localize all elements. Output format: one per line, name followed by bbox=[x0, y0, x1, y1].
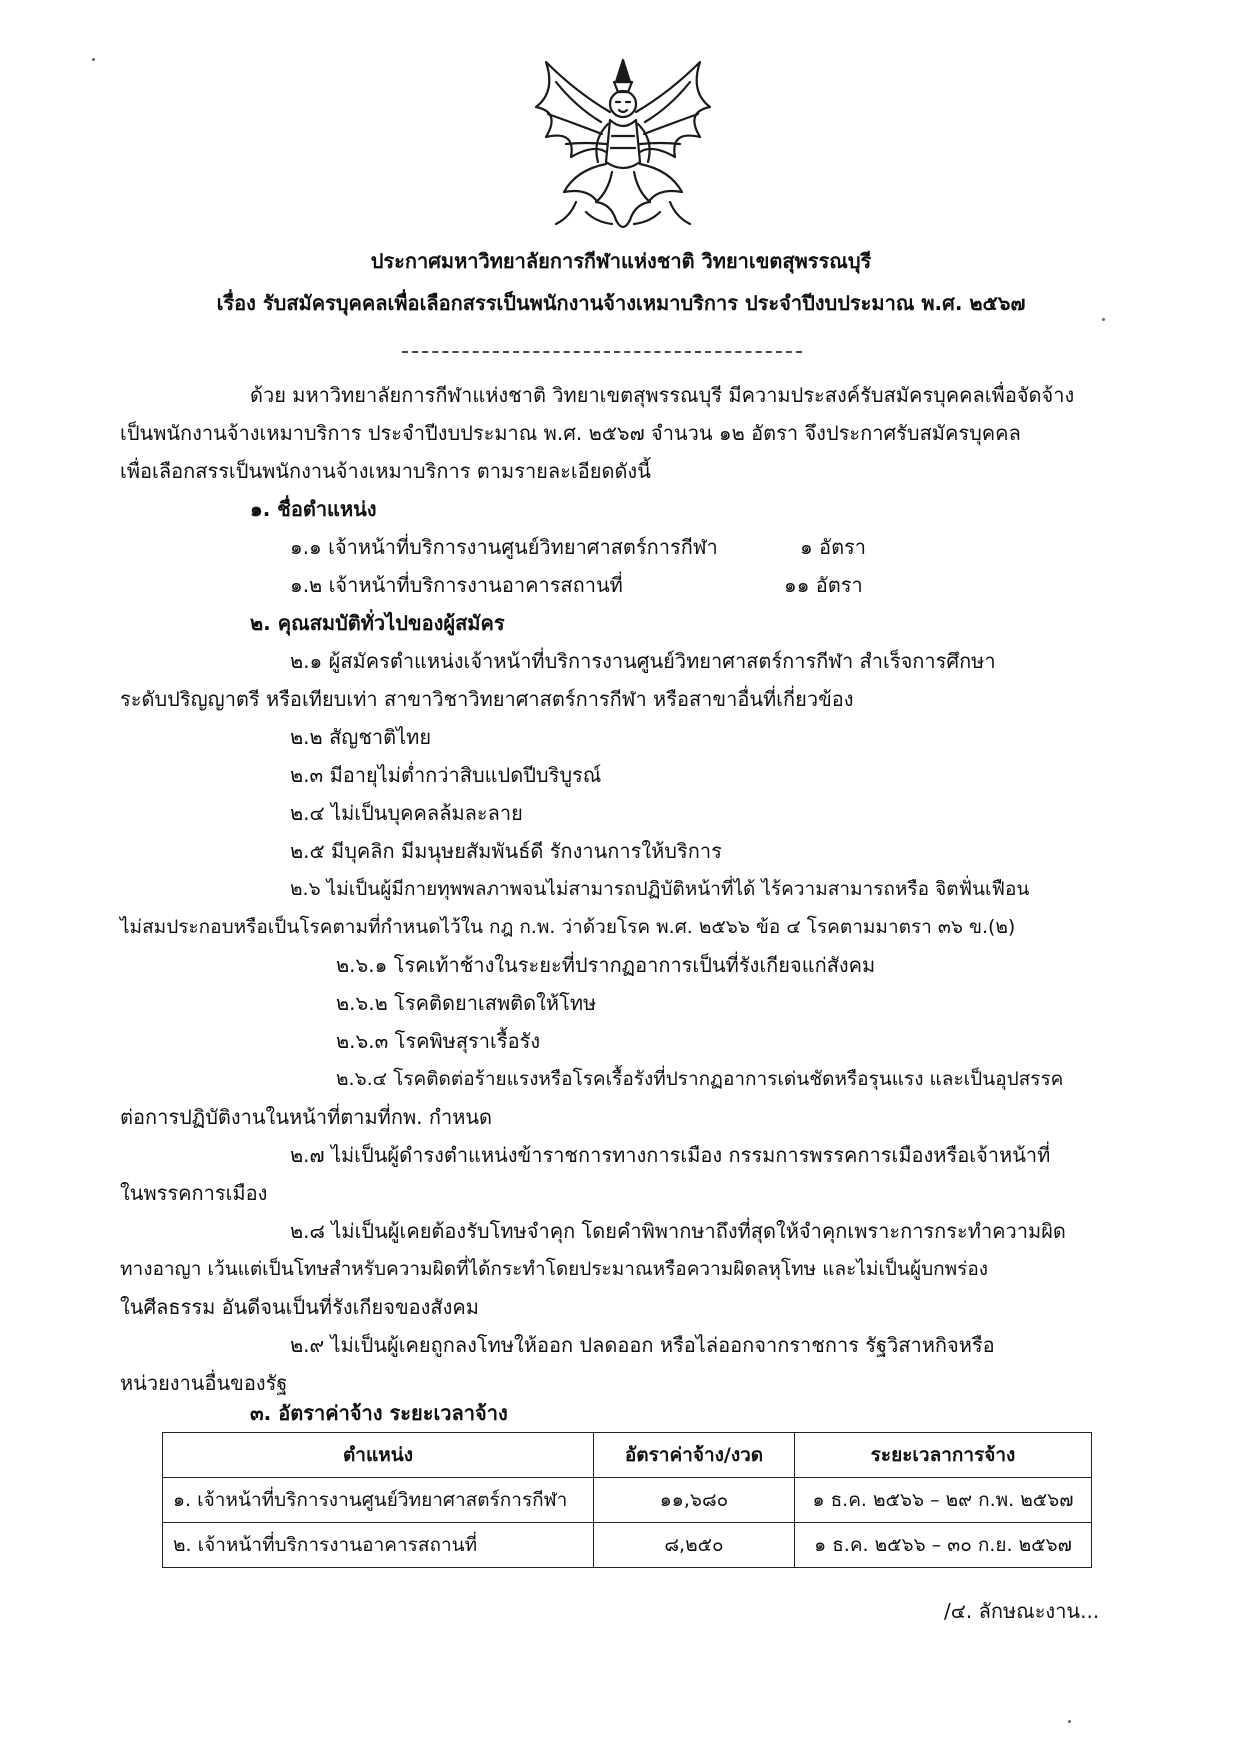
page-continuation: /๔. ลักษณะงาน... bbox=[944, 1599, 1100, 1623]
table-header-row bbox=[163, 1433, 1092, 1478]
scan-speck bbox=[1102, 318, 1105, 321]
column-header: อัตราค่าจ้าง/งวด bbox=[594, 1433, 795, 1478]
position-count: ๑๑ อัตรา bbox=[784, 573, 863, 597]
qualification-line: ในศีลธรรม อันดีจนเป็นที่รังเกียจของสังคม bbox=[120, 1295, 479, 1319]
qualification-subline: ๒.๖.๒ โรคติดยาเสพติดให้โทษ bbox=[336, 991, 597, 1015]
table-row bbox=[163, 1523, 1092, 1568]
table-cell: ๒. เจ้าหน้าที่บริการงานอาคารสถานที่ bbox=[163, 1523, 594, 1568]
position-count: ๑ อัตรา bbox=[800, 535, 867, 559]
intro-line: ด้วย มหาวิทยาลัยการกีฬาแห่งชาติ วิทยาเขตสุพรรณบุรี มีความประสงค์รับสมัครบุคคลเพื่อจัดจ้าง bbox=[250, 383, 1075, 407]
qualification-line: ๒.๕ มีบุคลิก มีมนุษยสัมพันธ์ดี รักงานการให้บริการ bbox=[290, 839, 722, 863]
qualification-line: ไม่สมประกอบหรือเป็นโรคตามที่กำหนดไว้ใน กฎ ก.พ. ว่าด้วยโรค พ.ศ. ๒๕๖๖ ข้อ ๔ โรคตามมาตรา ๓๖ ข.(๒) bbox=[120, 916, 1016, 938]
qualification-line: ๒.๖ ไม่เป็นผู้มีกายทุพพลภาพจนไม่สามารถปฏิบัติหน้าที่ได้ ไร้ความสามารถหรือ จิตฟั่นเฟือน bbox=[290, 878, 1030, 900]
garuda-emblem bbox=[516, 52, 730, 238]
position-name: ๑.๒ เจ้าหน้าที่บริการงานอาคารสถานที่ bbox=[290, 573, 623, 597]
section-heading: ๓. อัตราค่าจ้าง ระยะเวลาจ้าง bbox=[250, 1401, 508, 1425]
position-name: ๑.๑ เจ้าหน้าที่บริการงานศูนย์วิทยาศาสตร์การกีฬา bbox=[290, 535, 718, 559]
qualification-line: หน่วยงานอื่นของรัฐ bbox=[120, 1371, 288, 1395]
section-heading: ๑. ชื่อตำแหน่ง bbox=[250, 497, 377, 521]
column-header: ระยะเวลาการจ้าง bbox=[795, 1433, 1092, 1478]
qualification-line: ๒.๘ ไม่เป็นผู้เคยต้องรับโทษจำคุก โดยคำพิพากษาถึงที่สุดให้จำคุกเพราะการกระทำความผิด bbox=[290, 1219, 1066, 1243]
qualification-subline: ๒.๖.๔ โรคติดต่อร้ายแรงหรือโรคเรื้อรังที่ปรากฏอาการเด่นชัดหรือรุนแรง และเป็นอุปสรรค bbox=[336, 1068, 1064, 1090]
intro-line: เพื่อเลือกสรรเป็นพนักงานจ้างเหมาบริการ ตามรายละเอียดดังนี้ bbox=[120, 459, 651, 483]
column-header: ตำแหน่ง bbox=[163, 1433, 594, 1478]
qualification-line: ๒.๓ มีอายุไม่ต่ำกว่าสิบแปดปีบริบูรณ์ bbox=[290, 763, 602, 787]
wage-table bbox=[162, 1432, 1092, 1568]
announcement-title: ประกาศมหาวิทยาลัยการกีฬาแห่งชาติ วิทยาเขตสุพรรณบุรี bbox=[370, 249, 872, 273]
scan-speck bbox=[92, 58, 95, 61]
table-cell: ๘,๒๕๐ bbox=[594, 1523, 795, 1568]
qualification-line: ระดับปริญญาตรี หรือเทียบเท่า สาขาวิชาวิทยาศาสตร์การกีฬา หรือสาขาอื่นที่เกี่ยวข้อง bbox=[120, 687, 854, 711]
table-row bbox=[163, 1478, 1092, 1523]
qualification-subline: ๒.๖.๑ โรคเท้าช้างในระยะที่ปรากฏอาการเป็นที่รังเกียจแก่สังคม bbox=[336, 953, 876, 977]
qualification-subline: ๒.๖.๓ โรคพิษสุราเรื้อรัง bbox=[336, 1029, 541, 1053]
qualification-line: ๒.๔ ไม่เป็นบุคคลล้มละลาย bbox=[290, 801, 523, 825]
intro-line: เป็นพนักงานจ้างเหมาบริการ ประจำปีงบประมาณ พ.ศ. ๒๕๖๗ จำนวน ๑๒ อัตรา จึงประกาศรับสมัครบุคคล bbox=[120, 421, 1021, 445]
qualification-line: ๒.๗ ไม่เป็นผู้ดำรงตำแหน่งข้าราชการทางการเมือง กรรมการพรรคการเมืองหรือเจ้าหน้าที่ bbox=[290, 1143, 1051, 1167]
qualification-line: ในพรรคการเมือง bbox=[120, 1181, 268, 1205]
qualification-line: ทางอาญา เว้นแต่เป็นโทษสำหรับความผิดที่ได้กระทำโดยประมาณหรือความผิดลหุโทษ และไม่เป็นผู้บกพร่อง bbox=[120, 1258, 989, 1280]
section-heading: ๒. คุณสมบัติทั่วไปของผู้สมัคร bbox=[250, 611, 505, 635]
scan-speck bbox=[1068, 1720, 1071, 1723]
table-cell: ๑ ธ.ค. ๒๕๖๖ – ๒๙ ก.พ. ๒๕๖๗ bbox=[795, 1478, 1092, 1523]
title-divider bbox=[402, 351, 802, 353]
announcement-subject: เรื่อง รับสมัครบุคคลเพื่อเลือกสรรเป็นพนักงานจ้างเหมาบริการ ประจำปีงบประมาณ พ.ศ. ๒๕๖๗ bbox=[216, 291, 1026, 315]
qualification-line: ๒.๙ ไม่เป็นผู้เคยถูกลงโทษให้ออก ปลดออก หรือไล่ออกจากราชการ รัฐวิสาหกิจหรือ bbox=[290, 1333, 995, 1357]
table-cell: ๑ ธ.ค. ๒๕๖๖ – ๓๐ ก.ย. ๒๕๖๗ bbox=[795, 1523, 1092, 1568]
table-cell: ๑๑,๖๘๐ bbox=[594, 1478, 795, 1523]
qualification-line: ๒.๑ ผู้สมัครตำแหน่งเจ้าหน้าที่บริการงานศูนย์วิทยาศาสตร์การกีฬา สำเร็จการศึกษา bbox=[290, 649, 996, 673]
qualification-line: ต่อการปฏิบัติงานในหน้าที่ตามที่กพ. กำหนด bbox=[120, 1105, 493, 1129]
qualification-line: ๒.๒ สัญชาติไทย bbox=[290, 725, 432, 749]
table-cell: ๑. เจ้าหน้าที่บริการงานศูนย์วิทยาศาสตร์การกีฬา bbox=[163, 1478, 594, 1523]
